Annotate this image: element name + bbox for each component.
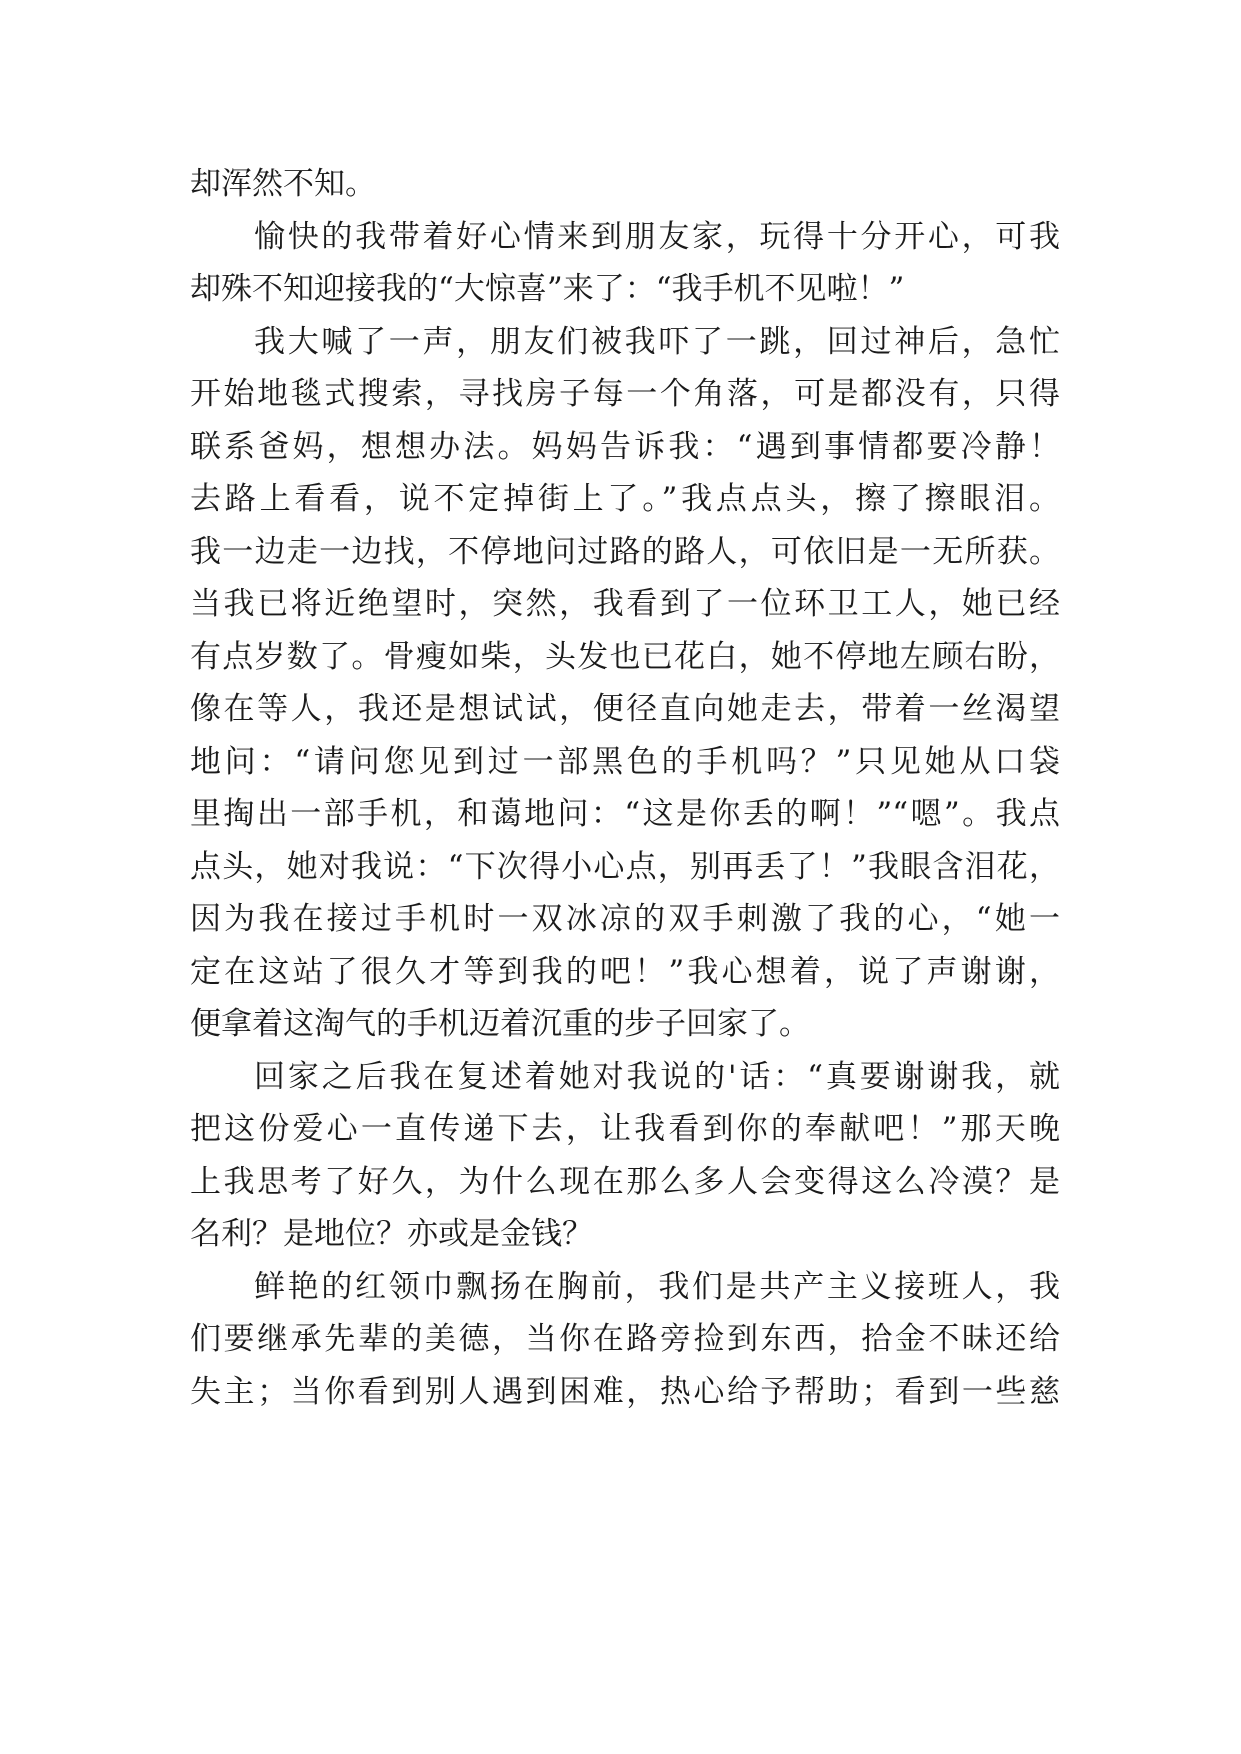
paragraph-start-line: 愉快的我带着好心情来到朋友家，玩得十分开心，可我 <box>254 218 1060 255</box>
essay-body <box>190 158 1060 1418</box>
text-line: 把这份爱心一直传递下去，让我看到你的奉献吧！”那天晚 <box>190 1111 1060 1147</box>
paragraph-start-line: 回家之后我在复述着她对我说的'话：“真要谢谢我，就 <box>254 1058 1060 1095</box>
text-line: 却殊不知迎接我的“大惊喜”来了：“我手机不见啦！” <box>190 271 905 307</box>
text-line: 有点岁数了。骨瘦如柴，头发也已花白，她不停地左顾右盼， <box>190 638 1060 675</box>
text-line: 定在这站了很久才等到我的吧！”我心想着，说了声谢谢， <box>190 953 1060 990</box>
text-line: 联系爸妈，想想办法。妈妈告诉我：“遇到事情都要冷静！ <box>190 428 1060 465</box>
text-line: 点头，她对我说：“下次得小心点，别再丢了！”我眼含泪花， <box>190 848 1060 885</box>
text-line: 去路上看看，说不定掉街上了。”我点点头，擦了擦眼泪。 <box>190 481 1060 517</box>
text-line-continuation: 却浑然不知。 <box>190 166 376 202</box>
text-line: 便拿着这淘气的手机迈着沉重的步子回家了。 <box>190 1006 810 1042</box>
text-line: 上我思考了好久，为什么现在那么多人会变得这么冷漠？是 <box>190 1163 1060 1200</box>
text-line: 开始地毯式搜索，寻找房子每一个角落，可是都没有，只得 <box>190 376 1060 412</box>
text-line: 像在等人，我还是想试试，便径直向她走去，带着一丝渴望 <box>190 691 1060 727</box>
text-line: 因为我在接过手机时一双冰凉的双手刺激了我的心，“她一 <box>190 901 1060 937</box>
text-line: 失主；当你看到别人遇到困难，热心给予帮助；看到一些慈 <box>190 1373 1060 1410</box>
text-line: 我一边走一边找，不停地问过路的路人，可依旧是一无所获。 <box>190 533 1060 570</box>
text-line: 名利？是地位？亦或是金钱？ <box>190 1216 593 1252</box>
paragraph-start-line: 鲜艳的红领巾飘扬在胸前，我们是共产主义接班人，我 <box>254 1268 1060 1305</box>
text-line: 当我已将近绝望时，突然，我看到了一位环卫工人，她已经 <box>190 586 1060 622</box>
paragraph-start-line: 我大喊了一声，朋友们被我吓了一跳，回过神后，急忙 <box>254 323 1060 360</box>
text-line: 里掏出一部手机，和蔼地问：“这是你丢的啊！”“嗯”。我点 <box>190 796 1060 832</box>
text-line: 地问：“请问您见到过一部黑色的手机吗？”只见她从口袋 <box>190 743 1060 780</box>
text-line: 们要继承先辈的美德，当你在路旁捡到东西，拾金不昧还给 <box>190 1321 1060 1357</box>
